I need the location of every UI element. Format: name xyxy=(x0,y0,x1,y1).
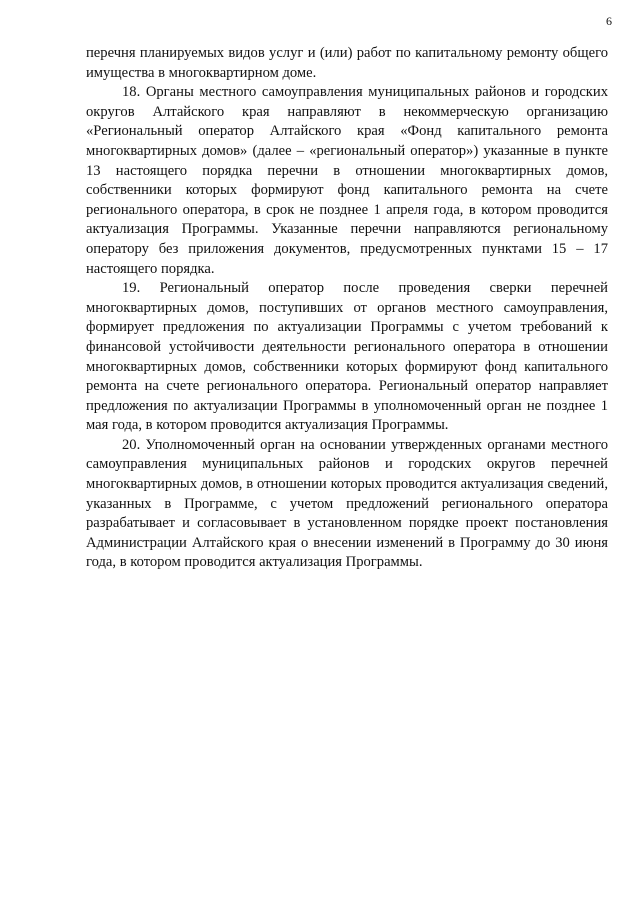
paragraph-18: 18. Органы местного самоуправления муниципальных районов и городских округов Алтайского края направляют в некоммерческую организацию «Региональный оператор Алтайского края «Фонд капитального ремонта многоквартирных домов» (далее – «региональный оператор») указанные в пункте 13 настоящего порядка перечни в отношении многоквартирных домов, собственники которых формируют фонд капитального ремонта на счете регионального оператора, в срок не позднее 1 апреля года, в котором проводится актуализация Программы. Указанные перечни направляются региональному оператору без приложения документов, предусмотренных пунктами 15 – 17 настоящего порядка. xyxy=(86,84,608,277)
document-body xyxy=(86,44,608,573)
page-number: 6 xyxy=(606,14,612,28)
paragraph-continuation: перечня планируемых видов услуг и (или) работ по капитальному ремонту общего имущества в многоквартирном доме. xyxy=(86,45,608,81)
paragraph-20: 20. Уполномоченный орган на основании утвержденных органами местного самоуправления муниципальных районов и городских округов перечней многоквартирных домов, в отношении которых проводится актуализация сведений, указанных в Программе, с учетом предложений регионального оператора разрабатывает и согласовывает в установленном порядке проект постановления Администрации Алтайского края о внесении изменений в Программу до 30 июня года, в котором проводится актуализация Программы. xyxy=(86,436,608,571)
paragraph-19: 19. Региональный оператор после проведения сверки перечней многоквартирных домов, поступивших от органов местного самоуправления, формирует предложения по актуализации Программы с учетом требований к финансовой устойчивости деятельности регионального оператора в отношении многоквартирных домов, собственники которых формируют фонд капитального ремонта на счете регионального оператора. Региональный оператор направляет предложения по актуализации Программы в уполномоченный орган не позднее 1 мая года, в котором проводится актуализация Программы. xyxy=(86,280,608,434)
